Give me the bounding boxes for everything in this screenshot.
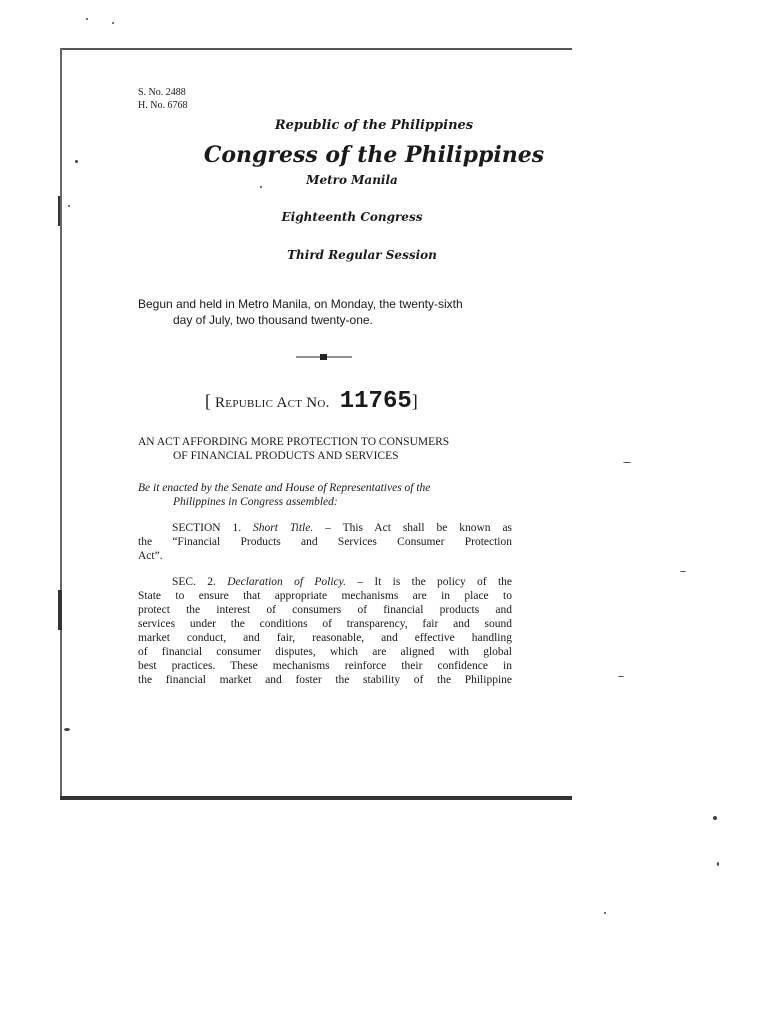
page-border-top bbox=[60, 48, 572, 50]
session-heading: Third Regular Session bbox=[287, 248, 437, 262]
scan-speck bbox=[717, 862, 719, 866]
section-line: Act”. bbox=[138, 550, 163, 562]
republic-heading: Republic of the Philippines bbox=[274, 118, 474, 133]
section-text: – It is the policy of the bbox=[345, 576, 512, 588]
section-line: of financial consumer disputes, which are aligned with global bbox=[138, 646, 512, 658]
section-line: the “Financial Products and Services Consumer Protection bbox=[138, 536, 512, 548]
location-heading: Metro Manila bbox=[306, 173, 398, 187]
scan-speck bbox=[680, 571, 686, 572]
scan-speck bbox=[713, 816, 717, 820]
section-text: – This Act shall be known as bbox=[313, 522, 513, 534]
scan-speck bbox=[86, 18, 88, 20]
scan-speck bbox=[623, 462, 631, 463]
senate-bill-number: S. No. 2488 bbox=[138, 87, 186, 98]
section-line: the financial market and foster the stability of the Philippine bbox=[138, 674, 512, 686]
scan-speck bbox=[618, 676, 624, 677]
section-line: protect the interest of consumers of financial products and bbox=[138, 604, 512, 616]
section-line: State to ensure that appropriate mechanisms are in place to bbox=[138, 590, 512, 602]
section-line: market conduct, and fair, reasonable, and effective handling bbox=[138, 632, 512, 644]
scan-speck bbox=[68, 205, 70, 207]
congress-number-heading: Eighteenth Congress bbox=[281, 210, 423, 224]
bill-numbers bbox=[138, 86, 187, 112]
section-subtitle: Short Title. bbox=[253, 522, 314, 534]
section-2 bbox=[138, 575, 512, 687]
enacting-clause-line: Philippines in Congress assembled: bbox=[173, 496, 338, 508]
house-bill-number: H. No. 6768 bbox=[138, 100, 188, 111]
divider-ornament bbox=[296, 353, 352, 361]
act-open-bracket: [ bbox=[205, 391, 211, 411]
act-title bbox=[138, 435, 518, 463]
act-close-bracket: ] bbox=[411, 391, 418, 411]
section-line bbox=[138, 521, 512, 535]
begun-line: Begun and held in Metro Manila, on Monday, the twenty-sixth bbox=[138, 297, 463, 311]
section-line bbox=[138, 575, 512, 589]
section-subtitle: Declaration of Policy. bbox=[227, 576, 346, 588]
section-heading: SEC. 2. bbox=[172, 576, 216, 588]
act-title-line: OF FINANCIAL PRODUCTS AND SERVICES bbox=[173, 450, 399, 462]
scan-speck bbox=[64, 728, 70, 731]
section-line: best practices. These mechanisms reinforce their confidence in bbox=[138, 660, 512, 672]
enacting-clause bbox=[138, 481, 518, 509]
act-title-line: AN ACT AFFORDING MORE PROTECTION TO CONSUMERS bbox=[138, 436, 450, 448]
scan-speck bbox=[604, 912, 606, 914]
act-label: Republic Act No. bbox=[215, 395, 330, 411]
scan-mark bbox=[58, 590, 62, 630]
republic-act-number bbox=[205, 388, 418, 415]
act-number: 11765 bbox=[339, 388, 412, 415]
section-line: services under the conditions of transparency, fair and sound bbox=[138, 618, 512, 630]
begun-statement bbox=[138, 296, 528, 328]
section-heading: SECTION 1. bbox=[172, 522, 242, 534]
scan-speck bbox=[112, 22, 114, 24]
page-border-bottom bbox=[60, 796, 572, 800]
begun-line: day of July, two thousand twenty-one. bbox=[173, 313, 373, 327]
enacting-clause-line: Be it enacted by the Senate and House of Representatives of the bbox=[138, 482, 431, 494]
congress-heading: Congress of the Philippines bbox=[203, 142, 545, 168]
section-1 bbox=[138, 521, 512, 563]
